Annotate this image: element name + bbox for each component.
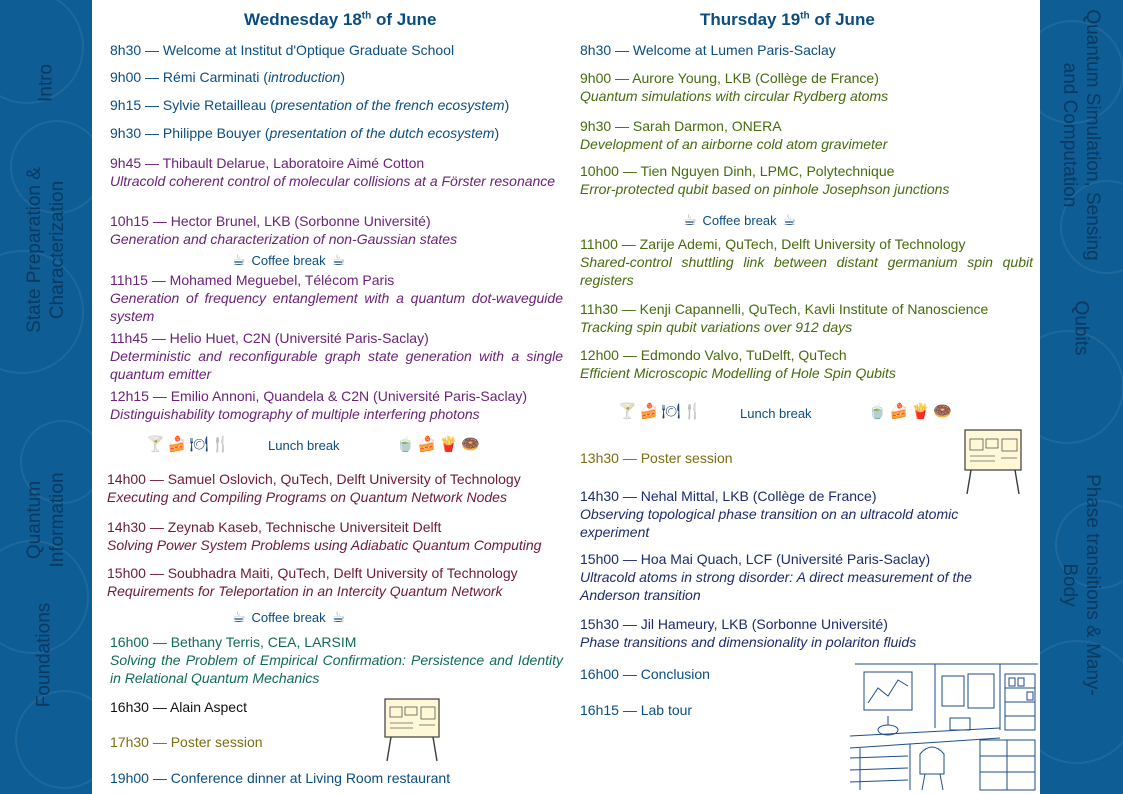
- talk-entry: 16h00 — Bethany Terris, CEA, LARSIM Solving the Problem of Empirical Confirmation: Persistence and Identity in Relational Quantum Mechanics: [110, 634, 563, 686]
- talk-entry: 12h00 — Edmondo Valvo, TuDelft, QuTech Efficient Microscopic Modelling of Hole Spin Qubits: [580, 347, 896, 381]
- section-label-phase-transitions: Phase transitions & Many- Body: [1059, 474, 1103, 696]
- talk-entry: 14h30 — Zeynab Kaseb, Technische Universiteit Delft Solving Power System Problems using Adiabatic Quantum Computing: [107, 519, 542, 553]
- talk-entry: 11h15 — Mohamed Meguebel, Télécom Paris Generation of frequency entanglement with a quantum dot-waveguide system: [110, 272, 563, 324]
- food-icon: 🍵🍰🍟🍩: [868, 403, 955, 420]
- coffee-break: ☕ Coffee break ☕: [232, 609, 346, 626]
- poster-session: 13h30 — Poster session: [580, 450, 733, 466]
- section-label-state-preparation: State Preparation & Characterization: [24, 167, 68, 333]
- section-label-qubits: Qubits: [1070, 300, 1092, 356]
- section-label-quantum-simulation: Quantum Simulation, Sensing and Computation: [1059, 9, 1103, 261]
- right-side-band: [1040, 0, 1123, 794]
- food-icon: 🍵🍰🍟🍩: [396, 436, 483, 453]
- conclusion: 16h00 — Conclusion: [580, 666, 710, 682]
- schedule-entry: 9h00 — Rémi Carminati (introduction): [110, 69, 345, 85]
- section-label-foundations: Foundations: [33, 602, 55, 708]
- section-label-quantum-information: Quantum Information: [24, 472, 68, 568]
- talk-entry: 14h00 — Samuel Oslovich, QuTech, Delft University of Technology Executing and Compiling Programs on Quantum Network Nodes: [107, 471, 521, 505]
- poster-board-icon: [383, 697, 441, 763]
- lab-sketch-icon: [850, 658, 1040, 792]
- schedule-entry: 9h15 — Sylvie Retailleau (presentation of the french ecosystem): [110, 97, 510, 113]
- schedule-entry: 9h30 — Philippe Bouyer (presentation of the dutch ecosystem): [110, 125, 500, 141]
- coffee-cup-icon: ☕: [232, 252, 246, 269]
- talk-entry: 9h00 — Aurore Young, LKB (Collège de France) Quantum simulations with circular Rydberg atoms: [580, 70, 889, 104]
- talk-entry: 10h15 — Hector Brunel, LKB (Sorbonne Université) Generation and characterization of non-Gaussian states: [110, 213, 458, 247]
- talk-entry: 11h00 — Zarije Ademi, QuTech, Delft University of Technology Shared-control shuttling link between distant germanium spin qubit registers: [580, 236, 1033, 288]
- coffee-cup-icon: ☕: [683, 212, 697, 229]
- talk-entry: 16h30 — Alain Aspect: [110, 699, 247, 715]
- schedule-entry: 8h30 — Welcome at Lumen Paris-Saclay: [580, 42, 836, 58]
- talk-entry: 11h45 — Helio Huet, C2N (Université Paris-Saclay) Deterministic and reconfigurable graph state generation with a single quantum emitter: [110, 330, 563, 382]
- thursday-heading: Thursday 19th of June: [700, 10, 875, 29]
- lunch-break: Lunch break: [268, 438, 340, 453]
- coffee-cup-icon: ☕: [232, 609, 246, 626]
- talk-entry: 9h30 — Sarah Darmon, ONERA Development of an airborne cold atom gravimeter: [580, 118, 888, 152]
- lab-tour: 16h15 — Lab tour: [580, 702, 693, 718]
- lunch-break: Lunch break: [740, 406, 812, 421]
- schedule-entry: 8h30 — Welcome at Institut d'Optique Graduate School: [110, 42, 455, 58]
- talk-entry: 14h30 — Nehal Mittal, LKB (Collège de France) Observing topological phase transition on an ultracold atomic experiment: [580, 488, 959, 540]
- poster-session: 17h30 — Poster session: [110, 734, 263, 750]
- wednesday-heading: Wednesday 18th of June: [244, 10, 437, 29]
- talk-entry: 10h00 — Tien Nguyen Dinh, LPMC, Polytechnique Error-protected qubit based on pinhole Josephson junctions: [580, 163, 950, 197]
- coffee-cup-icon: ☕: [331, 252, 346, 269]
- talk-entry: 15h30 — Jil Hameury, LKB (Sorbonne Université) Phase transitions and dimensionality in polariton fluids: [580, 616, 917, 650]
- left-side-band: [0, 0, 92, 794]
- conference-dinner: 19h00 — Conference dinner at Living Room restaurant: [110, 770, 451, 786]
- talk-entry: 12h15 — Emilio Annoni, Quandela & C2N (Université Paris-Saclay) Distinguishability tomography of multiple interfering photons: [110, 388, 528, 422]
- food-icon: 🍸🍰🍽🍴: [146, 436, 234, 453]
- coffee-cup-icon: ☕: [331, 609, 346, 626]
- talk-entry: 15h00 — Hoa Mai Quach, LCF (Université Paris-Saclay) Ultracold atoms in strong disorder: A direct measurement of the Anderson transition: [580, 551, 972, 603]
- coffee-break: ☕ Coffee break ☕: [232, 252, 346, 269]
- talk-entry: 11h30 — Kenji Capannelli, QuTech, Kavli Institute of Nanoscience Tracking spin qubit variations over 912 days: [580, 301, 989, 335]
- food-icon: 🍸🍰🍽🍴: [618, 403, 706, 420]
- talk-entry: 9h45 — Thibault Delarue, Laboratoire Aimé Cotton Ultracold coherent control of molecular collisions at a Förster resonance: [110, 155, 556, 189]
- coffee-break: ☕ Coffee break ☕: [683, 212, 797, 229]
- section-label-intro: Intro: [35, 63, 57, 103]
- poster-board-icon: [963, 428, 1023, 496]
- talk-entry: 15h00 — Soubhadra Maiti, QuTech, Delft University of Technology Requirements for Teleportation in an Intercity Quantum Network: [107, 565, 518, 599]
- coffee-cup-icon: ☕: [782, 212, 797, 229]
